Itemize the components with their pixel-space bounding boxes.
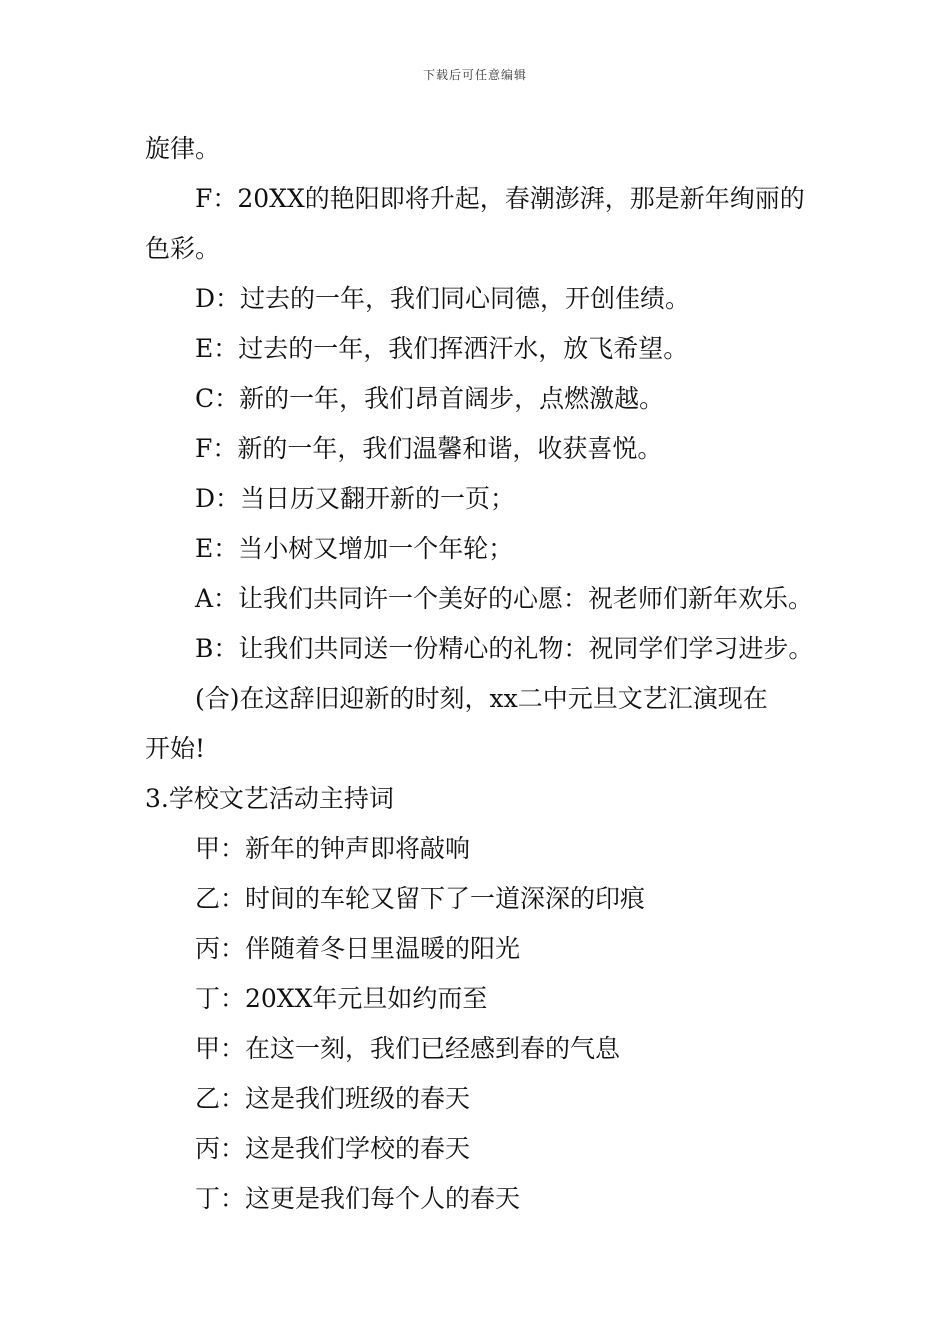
paragraph-line: E：过去的一年，我们挥洒汗水，放飞希望。 bbox=[195, 334, 689, 363]
paragraph-line: A：让我们共同许一个美好的心愿：祝老师们新年欢乐。 bbox=[195, 584, 814, 613]
paragraph-line: D：当日历又翻开新的一页； bbox=[195, 484, 516, 513]
paragraph-line: 丁：20XX年元旦如约而至 bbox=[195, 984, 488, 1013]
paragraph-line: F：新的一年，我们温馨和谐，收获喜悦。 bbox=[195, 434, 663, 463]
document-body bbox=[145, 124, 815, 1224]
paragraph-line: D：过去的一年，我们同心同德，开创佳绩。 bbox=[195, 284, 691, 313]
paragraph-line: 丙：伴随着冬日里温暖的阳光 bbox=[195, 934, 521, 963]
paragraph-line: (合)在这辞旧迎新的时刻，xx二中元旦文艺汇演现在 bbox=[195, 684, 768, 713]
paragraph-line: 旋律。 bbox=[145, 134, 221, 163]
paragraph-line: 甲：在这一刻，我们已经感到春的气息 bbox=[195, 1034, 621, 1063]
paragraph-line: 丙：这是我们学校的春天 bbox=[195, 1134, 471, 1163]
paragraph-line: 开始! bbox=[145, 734, 206, 763]
paragraph-line: 乙：时间的车轮又留下了一道深深的印痕 bbox=[195, 884, 646, 913]
page-header-note: 下载后可任意编辑 bbox=[422, 68, 527, 82]
paragraph-line: 色彩。 bbox=[145, 234, 221, 263]
section-heading: 3.学校文艺活动主持词 bbox=[145, 784, 394, 813]
paragraph-line: C：新的一年，我们昂首阔步，点燃激越。 bbox=[195, 384, 665, 413]
paragraph-line: B：让我们共同送一份精心的礼物：祝同学们学习进步。 bbox=[195, 634, 814, 663]
paragraph-line: 乙：这是我们班级的春天 bbox=[195, 1084, 471, 1113]
paragraph-line: E：当小树又增加一个年轮； bbox=[195, 534, 514, 563]
paragraph-line: 甲：新年的钟声即将敲响 bbox=[195, 834, 471, 863]
paragraph-line: 丁：这更是我们每个人的春天 bbox=[195, 1184, 521, 1213]
paragraph-line: F：20XX的艳阳即将升起，春潮澎湃，那是新年绚丽的 bbox=[195, 184, 805, 213]
